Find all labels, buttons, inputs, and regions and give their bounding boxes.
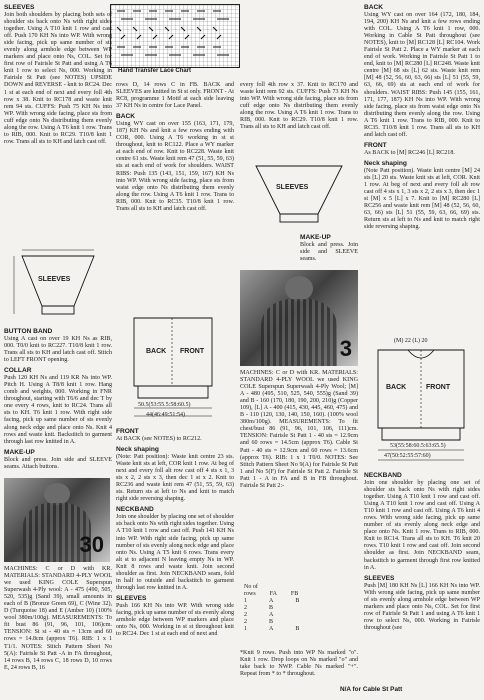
measure-overall-2: 47(50:52:55:57:60) [384,453,431,459]
neckband-heading-2: NECKBAND [364,472,402,479]
makeup-text-2: Block and press. Join side and SLEEVE seams. [300,242,358,263]
table-header-row [244,591,354,598]
column-1 [4,2,112,149]
button-band-text: Using A cast on over 19 KH Ns as RIB, 000. T0/0 knit to RC227. T10/8 knit 1 row. Trans all sts to KH and latch cast off. Stitch to LEFT FRONT opening. [4,336,112,364]
front-text-2: As BACK to [M] RC246 [L] RC218. [364,149,455,156]
sleeves-text-2: Push 166 KH Ns into WP. With wrong side facing, pick up same number of sts evenly along armhole edge between WP markers and place onto Ns, 000. Working in st st throughout knit to RC24. Dec 1 st at each end of next and [116,602,234,638]
measure-bottom-2: 53(55:58:60.5:63:65.5) [390,443,446,449]
table-header-fb: FB [290,591,299,597]
photo-number: 30 [79,532,104,557]
back-front-diagram-2 [364,336,480,466]
lace-chart-grid [111,5,239,67]
column-3-footnote [240,650,358,681]
column-3 [240,82,358,134]
table-cell: 2 [244,612,247,618]
table-cell: A [269,612,274,618]
measure-overall: 44(46:49:51:54) [146,412,185,418]
back-label: BACK [146,348,167,355]
table-header-fa: FA [269,591,277,597]
diagram-top-measure: (M) 22 (L) 20 [394,338,428,344]
back-label-2: BACK [386,384,407,391]
front-heading-2: FRONT [364,141,387,149]
collar-text: Push 120 KH Ns and 119 KR Ns into WP. Pitch H. Using A T8/8 knit 1 row. Hang comb and weights, 000. Working in FNR throughout, starting with T6/6 and dec T by one every 4 rows, knit to RC24. Trans all sts to KH. T6 knit 1 row. With right side facing, pick up same number of sts evenly along neck edge and place onto Ns. Knit 4 rows and waste knit. Backstitch to garment through last row knitted in A. [4,375,112,445]
column-1-lower [4,326,112,474]
table-header-rows: rows [244,591,256,597]
sleeve-diagram-2-svg [240,158,358,230]
sleeve-diagram [8,244,108,324]
table-cell: 1 [244,626,247,632]
column-3-makeup [300,232,358,266]
table-row [244,612,354,619]
table-cell: B [295,626,300,632]
makeup-heading: MAKE-UP [4,448,35,456]
table-cell: A [269,626,274,632]
fairisle-table [244,584,354,633]
column-4-lower [364,470,480,635]
neck-shaping-heading: Neck shaping [116,446,159,454]
makeup-heading-2: MAKE-UP [300,234,331,241]
column-2 [116,82,234,216]
sleeves-heading-3: SLEEVES [364,574,395,582]
front-text: At BACK (see NOTES) to RC212. [116,436,202,442]
photo-number-2: 3 [339,336,352,361]
neck-shaping-heading-2: Neck shaping [364,159,407,167]
sleeve-diagram-label: SLEEVES [38,276,71,283]
cable-footnote: *Knit 9 rows. Push into WP Ns marked "o". Knit 1 row. Drop loops on Ns marked "o" and take back to NWP. Cable Ns marked "+". Repeat from * to * throughout. [240,650,358,678]
front-label-2: FRONT [426,384,451,391]
table-cell: B [295,598,300,604]
table-cell: A [269,598,274,604]
column-4 [364,2,480,234]
table-row [244,598,354,605]
table-cell: 2 [244,605,247,611]
back-heading-2: BACK [364,4,384,11]
photo-head-2 [285,276,313,301]
column-3-machines [240,370,358,493]
photo-sweater-2 [261,299,337,366]
back-text-2: Using WY cast on over 164 (172, 180, 184, 194, 200) KH Ns and knit a few rows ending with COL. Using A T6 knit 1 row, 000. Working in Cable St Patt throughout (see NOTES), knit to [M] RC128 [L] RC104. Work Fairisle St Patt 2. Place a WY marker at each end of work. Working in Fairisle St Patt 1 to end, knit to [M] RC280 [L] RC248. Waste knit centre [M] 68 sts [L] 62 sts. Waste knit rem [M] 48 (52, 56, 60, 63, 66) sts [L] 51 (55, 59, 63, 66, 69) sts at each end of work for shoulders. WAIST RIBS: Push 145 (155, 161, 171, 177, 187) KH Ns into WP. With wrong side facing, place sts from waist edge onto Ns distributing them evenly along the row. Using A T6 knit 1 row. Trans to RIB, 000. Knit to RC35. T10/8 knit 1 row. Trans all sts to KH and latch cast off. [364,12,480,138]
button-band-heading: BUTTON BAND [4,328,53,335]
model-photo-3 [240,270,358,366]
model-photo-30 [4,478,110,562]
back-front-diagram [112,308,234,424]
neck-shaping-text: (Note: Patt position): Waste knit centre 23 sts. Waste knit sts at left, COR knit 1 row. At beg of next and every foll alt row cast off 4 sts x 1, 3 sts x 2, 2 sts x 3, then dec 1 st x 2. Knit to RC236 and waste knit rem 47 (51, 55, 59, 63) sts. Return sts at left to Ns and knit to match right side reversing shaping. [116,454,234,503]
sleeve-diagram-2-label: SLEEVES [276,184,309,191]
makeup-text: Block and press. Join side and SLEEVE seams. Attach buttons. [4,456,112,470]
front-label: FRONT [180,348,205,355]
measure-bottom: 50.5(53:55.5:58:60.5) [138,402,191,408]
back-heading: BACK [116,113,136,121]
back-text: Using WY cast on over 155 (163, 171, 179, 187) KH Ns and knit a few rows ending with COR, 000. Using A T6 working in st st throughout, knit to RC122. Place a WY marker at each end of row. Knit to RC228. Waste knit centre 61 sts. Waste knit rem 47 (51, 55, 59, 63) sts at each end of work for shoulders. WAIST RIBS: Push 135 (143, 151, 159, 167) KH Ns into WP. With wrong side facing, place sts from waist edge onto Ns distributing them evenly along the row. Using A T6 knit 1 row. Trans to RIB, 000. Knit to RC35. T10/8 knit 1 row. Trans all sts to KH and latch cast off. [116,121,234,212]
sleeves-heading-2: SLEEVES [116,594,147,602]
neckband-text-2: Join one shoulder by placing one set of shoulder sts back onto Ns with right sides together. Using A T10 knit 1 row and cast off. Using A T10 knit 1 row and cast off. Using A T10 knit 1 row and cast off. Using A T6 knit 4 rows. With wrong side facing, pick up same number of sts evenly along neck edge and place onto Ns. Knit 1 row. Trans to RIB, 000. Knit to RC14. Trans all sts to KH. T6 knit 20 rows. T10 knit 1 row and cast off. Join second shoulder as first. Join NECKBAND seam, backstitch to garment through first row knitted in A. [364,480,480,571]
sleeves-text-3: Push [M] 180 KH Ns [L] 166 KH Ns into WP. With wrong side facing, pick up same number of sts evenly along armhole edge between WP markers and place onto Ns, COL. Set for first row of Fairisle St Patt 1 and using A T6 knit 1 row to select Ns, 000. Working in Fairisle throughout (see [364,582,480,631]
photo-head [44,483,69,505]
sleeves-text: Join both shoulders by placing both sets of shoulder sts back onto Ns with right sides together. Using A T10 knit 1 row and cast off. Push 170 KH Ns into WP. With wrong side facing, pick up same number of sts evenly along armhole edge between WP markers and place onto Ns, COL. Set for first row of Fairisle St Patt and using A T6 knit 1 row to select Ns, 000. Working in Fairisle St Patt (see NOTES) UPSIDE DOWN and REVERSE - knit to RC24. Dec 1 st at each end of next and every foll 4th row x 38. Knit to RC178 and waste knit rem 94 sts. CUFFS: Push 75 KH Ns into WP. With wrong side facing, place sts from cuff edge onto Ns distributing them evenly along the row. Using A T6 knit 1 row. Trans to RIB, 000. Knit to RC29. T10/8 knit 1 row. Trans all sts to KH and latch cast off. [4,12,112,145]
table-row [244,605,354,612]
table-cell: B [269,619,274,625]
table-row [244,626,354,633]
neck-shaping-text-2: (Note Patt position). Waste knit centre [M] 24 sts [L] 20 sts. Waste knit sts at left, COR. Knit 1 row. At beg of next and every foll alt row cast off 4 sts x 1, 3 sts x 2, 2 sts x 3, then dec 1 st [M] x 5 [L] x 7. Knit to [M] RC280 [L] RC256 and waste knit rem [M] 48 (52, 56, 60, 63, 66) sts [L] 51 (55, 59, 63, 66, 69) sts. Return sts at left to Ns and knit to match right side reversing shaping. [364,167,480,231]
neckband-text: Join one shoulder by placing one set of shoulder sts back onto Ns with right sides together. Using A T10 knit 1 row and cast off. Push 141 KH Ns into WP. With right side facing, pick up same number of sts evenly along neck edge and place onto Ns. Using A T5 knit 6 rows. Trans every alt st to adjacent N leaving empty Ns in WP. Knit 8 rows and waste knit. Join second shoulder as first. Join NECKBAND seam, fold in half to outside and backstitch to garment through last row knitted in A. [116,514,234,591]
lace-chart [110,4,240,68]
table-cell: 2 [244,619,247,625]
lace-chart-title: Hand Transfer Lace Chart [118,68,192,74]
notes-continued: rows D, 14 rows C in FB. BACK and SLEEVES are knitted in St st only. FRONT - At RC8, programme 1 Motif at each side leaving 37 KH Ns in centre for Lace Panel. [116,82,234,110]
table-row [244,619,354,626]
sleeves-heading: SLEEVES [4,4,35,11]
sleeve-diagram-2 [240,158,358,230]
cuffs-text: every foll 4th row x 37. Knit to RC170 and waste knit rem 92 sts. CUFFS: Push 73 KH Ns into WP. With wrong side facing, place sts from cuff edge onto Ns distributing them evenly along the row. Using A T6 knit 1 row. Trans to RIB, 000. Knit to RC29. T10/8 knit 1 row. Trans all sts to KH and latch cast off. [240,82,358,131]
column-1-machines [4,566,112,675]
table-title: No of [244,584,258,590]
front-heading: FRONT [116,428,139,435]
machines-text-2: MACHINES: C or D with KR. MATERIALS: STANDARD 4-PLY WOOL we used KING COLE Superspun Superwash 4-Ply Wool; [M] A - 480 (495, 510, 525, 540, 555)g (Sand 39) and B - 160 (170, 180, 190, 200, 210)g (Copper 109), [L] A - 400 (415, 430, 445, 460, 475) and B - 110 (120, 130, 140, 150, 160). (100% wool 380m/100g). MEASUREMENTS: To fit chest/bust 86 (91, 96, 101, 106, 111)cm. TENSION: Fairisle St Patt 1 - 40 sts = 12.9cm and 60 rows = 14.5cm (approx T6). Cable St Patt - 40 sts = 12.9cm and 60 rows = 13.6cm (approx T6). RIB: 1 x 1 T0/0. NOTES: See Stitch Pattern Sheet No 9(A) for Fairisle St Patt 1 and No 5(F) for Fairisle St Patt 2. Fairisle St Patt 1 - A in FA and B in FB throughout. Fairisle St Patt 2:- [240,370,358,489]
machines-text-1: MACHINES: C or D with KR. MATERIALS: STANDARD 4-PLY WOOL we used KING COLE Superspun Superwash 4-Ply wool: A - 475 (490, 505, 520, 535)g (Sand 39), small amounts in each of B (Bronze Green 69), C (Wine 32), D (Turquoise 18) and E (Amber 10) (100% wool 380m/100g). MEASUREMENTS: To fit bust 86 (91, 96, 101, 106)cm. TENSION: St st - 40 sts = 13cm and 60 rows = 14.8cm (approx T6). RIB: 1 x 1 T1/1. NOTES: Stitch Pattern Sheet No 5(A): Fairisle St Patt -A in FA throughout, 14 rows B, 14 rows C, 18 rows D, 10 rows E, 24 rows B, 16 [4,566,112,671]
collar-heading: COLLAR [4,367,32,375]
neckband-heading: NECKBAND [116,506,154,514]
column-2-lower [116,426,234,641]
sleeve-diagram-svg [8,244,108,324]
table-cell: 1 [244,598,247,604]
table-cell: B [269,605,274,611]
cable-legend: N/A for Cable St Patt [340,686,403,693]
